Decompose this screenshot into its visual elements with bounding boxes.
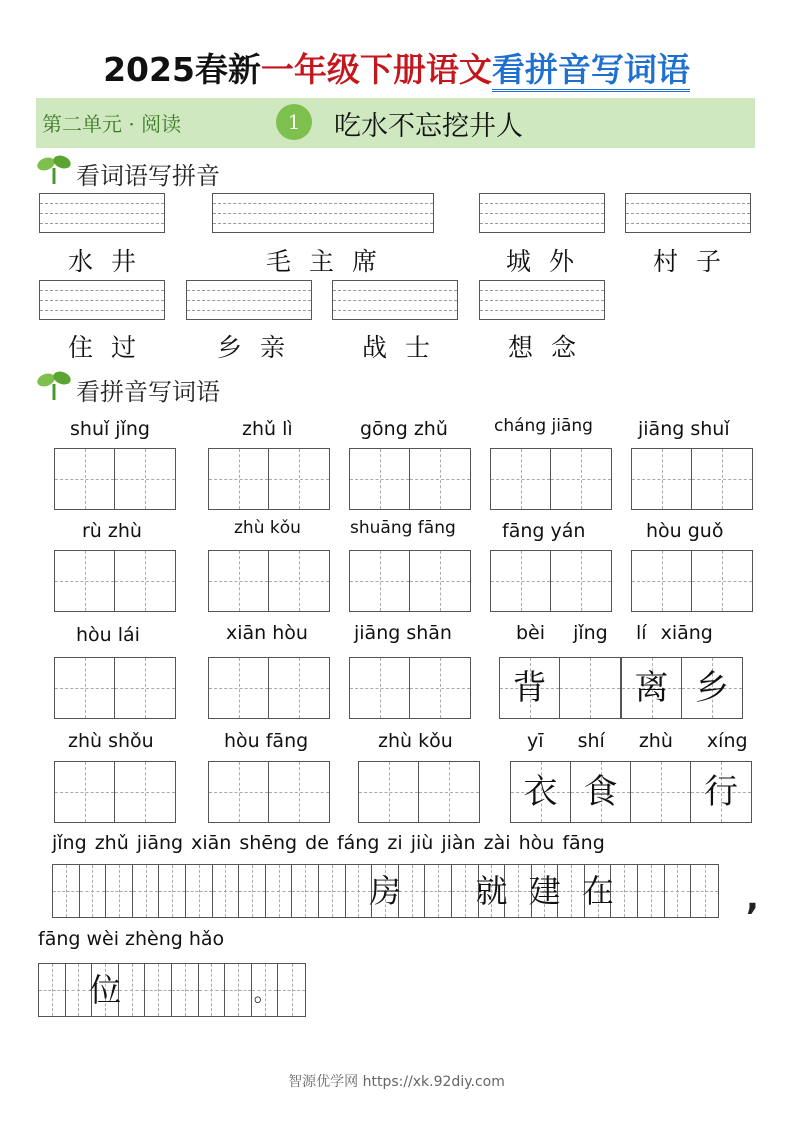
given-character: 衣 <box>511 762 571 822</box>
given-character: 行 <box>691 762 751 822</box>
pinyin-label: jiāng shān <box>354 622 452 644</box>
given-character: 食 <box>571 762 631 822</box>
pinyin-answer-box[interactable] <box>625 193 751 233</box>
character-grid[interactable] <box>510 761 752 823</box>
pinyin-label: cháng jiāng <box>494 416 593 436</box>
given-character: 建 <box>532 865 559 917</box>
footer-watermark: 智源优学网 https://xk.92diy.com <box>288 1074 505 1090</box>
pinyin-label: zhù shǒu <box>68 730 154 752</box>
pinyin-answer-box[interactable] <box>332 280 458 320</box>
pinyin-label: hòu fāng <box>224 730 309 752</box>
word-label: 战士 <box>362 333 449 362</box>
page-title <box>0 44 793 91</box>
character-grid[interactable] <box>208 657 330 719</box>
character-grid[interactable] <box>208 761 330 823</box>
character-grid[interactable] <box>54 550 176 612</box>
section-title-write-words: 看拼音写词语 <box>76 378 220 406</box>
character-grid[interactable] <box>54 657 176 719</box>
character-grid[interactable] <box>349 657 471 719</box>
pinyin-answer-box[interactable] <box>479 193 605 233</box>
word-label: 毛主席 <box>266 247 396 276</box>
word-label: 城外 <box>506 247 593 276</box>
sprout-icon <box>36 152 72 186</box>
sentence-grid[interactable] <box>52 864 719 918</box>
pinyin-answer-box[interactable] <box>186 280 312 320</box>
character-grid[interactable] <box>499 657 621 719</box>
sentence-comma: , <box>746 878 759 918</box>
pinyin-label: shuǐ jǐng <box>70 418 150 440</box>
character-grid[interactable] <box>490 550 612 612</box>
pinyin-answer-box[interactable] <box>212 193 434 233</box>
word-label: 乡亲 <box>217 333 304 362</box>
pinyin-label: hòu lái <box>76 624 140 646</box>
given-character: 就 <box>479 865 506 917</box>
lesson-title: 吃水不忘挖井人 <box>334 111 523 142</box>
word-label: 水井 <box>68 247 155 276</box>
title-grade: 一年级下册语文 <box>260 50 492 89</box>
pinyin-label: fāng yán <box>502 520 586 542</box>
section-title-write-pinyin: 看词语写拼音 <box>76 162 220 190</box>
given-character: 乡 <box>682 658 742 718</box>
pinyin-label: xiān hòu <box>226 622 308 644</box>
character-grid[interactable] <box>208 448 330 510</box>
title-topic: 看拼音写词语 <box>492 50 690 92</box>
unit-label: 第二单元 · 阅读 <box>42 112 182 136</box>
sentence-pinyin: fāng wèi zhèng hǎo <box>38 928 225 950</box>
pinyin-label: hòu guǒ <box>646 520 724 542</box>
word-label: 村子 <box>653 247 740 276</box>
pinyin-label: gōng zhǔ <box>360 418 448 440</box>
character-grid[interactable] <box>349 448 471 510</box>
pinyin-label: zhù kǒu <box>378 730 453 752</box>
given-punctuation: 。 <box>252 964 279 1016</box>
pinyin-label: zhù kǒu <box>234 518 301 538</box>
word-label: 想念 <box>508 333 595 362</box>
sentence-pinyin: jǐng zhǔ jiāng xiān shēng de fáng zi jiù jiàn zài hòu fāng <box>52 832 605 854</box>
pinyin-label: lí xiāng <box>636 622 713 644</box>
pinyin-label: shuāng fāng <box>350 518 456 538</box>
character-grid[interactable] <box>54 761 176 823</box>
character-grid[interactable] <box>631 448 753 510</box>
character-grid[interactable] <box>631 550 753 612</box>
character-grid[interactable] <box>358 761 480 823</box>
sentence-grid[interactable] <box>38 963 306 1017</box>
pinyin-answer-box[interactable] <box>39 193 165 233</box>
character-grid[interactable] <box>54 448 176 510</box>
given-character: 位 <box>92 964 119 1016</box>
given-character: 背 <box>500 658 560 718</box>
sprout-icon <box>36 368 72 402</box>
given-character: 在 <box>585 865 612 917</box>
given-character: 离 <box>622 658 682 718</box>
title-year: 2025春新 <box>103 50 261 89</box>
character-grid[interactable] <box>621 657 743 719</box>
pinyin-label: yī shí zhù xíng <box>527 730 748 752</box>
word-label: 住过 <box>68 333 155 362</box>
pinyin-answer-box[interactable] <box>479 280 605 320</box>
pinyin-label: zhǔ lì <box>242 418 293 440</box>
character-grid[interactable] <box>208 550 330 612</box>
pinyin-label: bèi jǐng <box>516 622 608 644</box>
pinyin-answer-box[interactable] <box>39 280 165 320</box>
character-grid[interactable] <box>349 550 471 612</box>
given-character: 房 <box>372 865 399 917</box>
lesson-number-badge: 1 <box>276 104 312 140</box>
pinyin-label: rù zhù <box>82 520 142 542</box>
pinyin-label: jiāng shuǐ <box>638 418 730 440</box>
character-grid[interactable] <box>490 448 612 510</box>
